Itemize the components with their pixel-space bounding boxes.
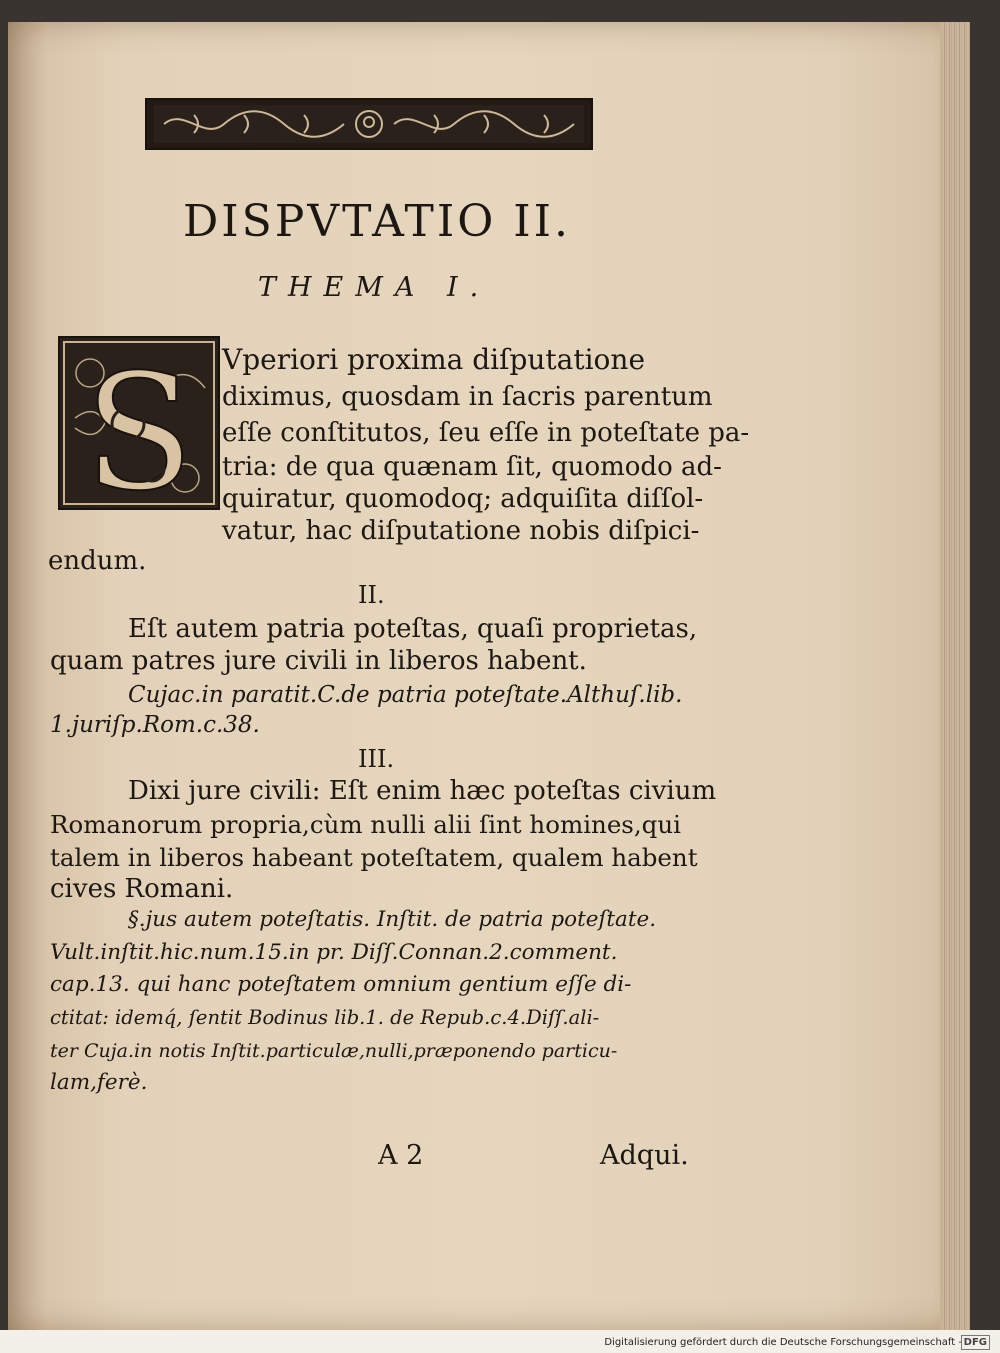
para1-line-2: diximus, quosdam in ſacris parentum <box>222 382 713 412</box>
para2-line-1: Eſt autem patria poteſtas, quaſi proprietas, <box>128 614 698 644</box>
digitization-credit: Digitalisierung gefördert durch die Deutsche Forschungsgemeinschaft - <box>604 1337 962 1348</box>
para3-line-1: Dixi jure civili: Eſt enim hæc poteſtas civium <box>128 776 717 806</box>
note3-line-6: lam,ferè. <box>50 1070 148 1095</box>
drop-cap-initial <box>58 336 220 510</box>
dfg-logo: DFG <box>961 1335 990 1350</box>
catchword: Adqui. <box>600 1140 689 1171</box>
para1-line-6: vatur, hac diſputatione nobis diſpici- <box>222 516 700 546</box>
para1-line-7: endum. <box>48 546 147 576</box>
page-edges <box>940 22 970 1330</box>
signature-mark: A 2 <box>378 1140 424 1171</box>
para1-line-3: eſſe conſtitutos, ſeu eſſe in poteſtate pa- <box>222 418 750 448</box>
note3-line-2: Vult.inſtit.hic.num.15.in pr. Diſſ.Connan.2.comment. <box>50 940 618 965</box>
thema-heading: THEMA I. <box>258 272 491 303</box>
para3-line-4: cives Romani. <box>50 874 234 904</box>
section-number-2: II. <box>358 581 385 609</box>
page-title: DISPVTATIO II. <box>183 196 572 247</box>
para2-line-2: quam patres jure civili in liberos habent. <box>50 646 587 676</box>
note3-line-5: ter Cuja.in notis Inſtit.particulæ,nulli,præponendo particu- <box>50 1040 618 1062</box>
drop-cap-letter: S <box>84 339 194 508</box>
note3-line-4: ctitat: idemq́, ſentit Bodinus lib.1. de Repub.c.4.Diſſ.ali- <box>50 1006 600 1029</box>
section-number-3: III. <box>358 745 395 773</box>
para3-line-3: talem in liberos habeant poteſtatem, qualem habent <box>50 843 698 872</box>
note3-line-3: cap.13. qui hanc poteſtatem omnium gentium eſſe di- <box>50 972 632 997</box>
para1-line-1: Vperiori proxima diſputatione <box>222 343 646 376</box>
para1-line-5: quiratur, quomodoq; adquiſita diſſol- <box>222 484 704 514</box>
note2-line-2: 1.juriſp.Rom.c.38. <box>50 712 260 738</box>
note3-line-1: §.jus autem poteſtatis. Inſtit. de patria poteſtate. <box>128 907 657 932</box>
para1-line-4: tria: de qua quænam ſit, quomodo ad- <box>222 452 722 482</box>
note2-line-1: Cujac.in paratit.C.de patria poteſtate.Althuſ.lib. <box>128 682 683 708</box>
para3-line-2: Romanorum propria,cùm nulli alii ſint homines,qui <box>50 810 681 839</box>
ornamental-headpiece <box>145 98 593 150</box>
